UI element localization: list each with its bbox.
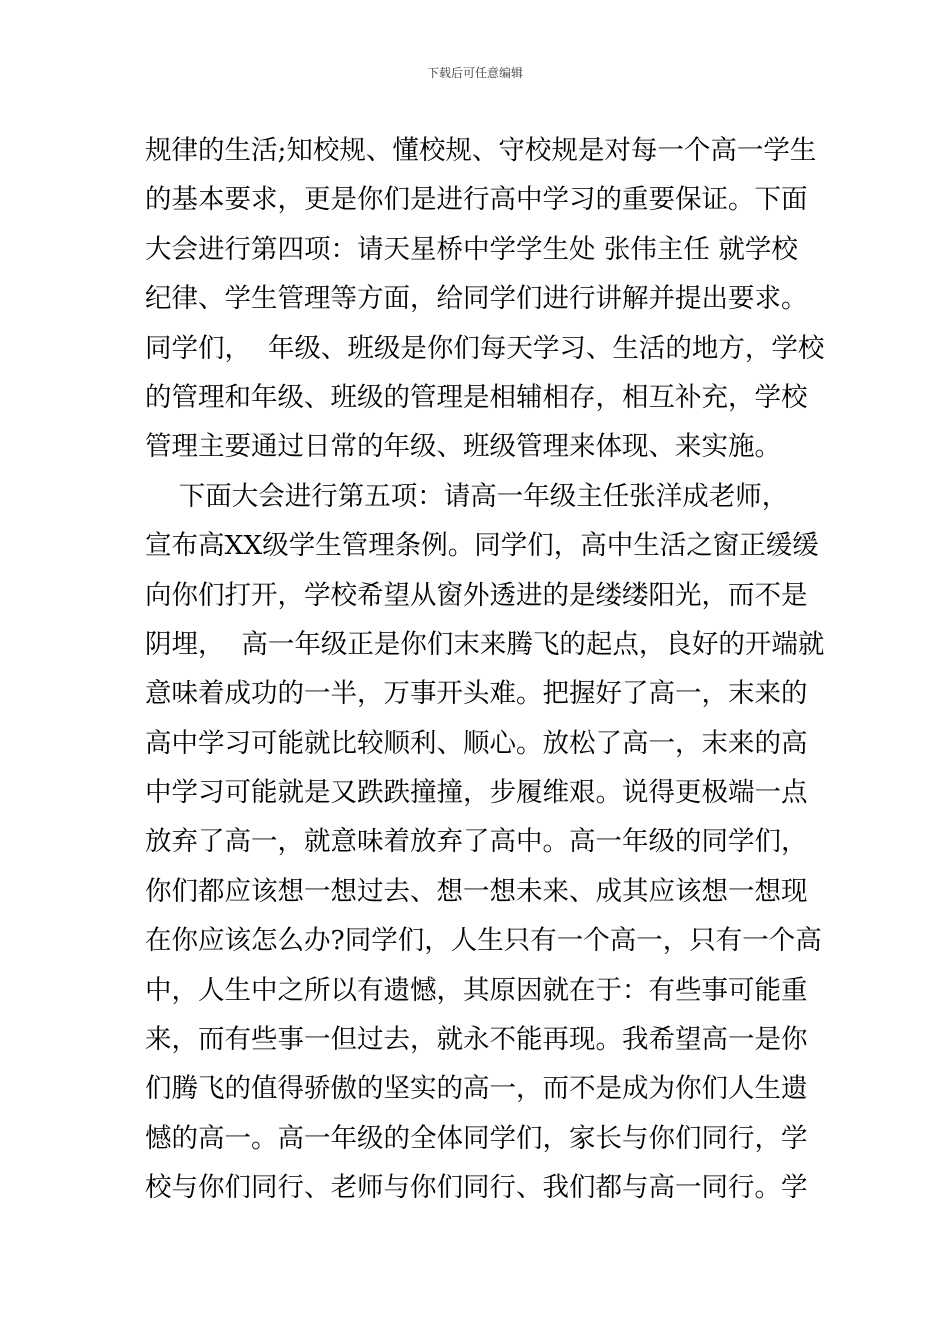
text-line: 来，而有些事一但过去，就永不能再现。我希望高一是你 bbox=[145, 1024, 808, 1056]
text-line: 你们都应该想一想过去、想一想未来、成其应该想一想现 bbox=[145, 875, 808, 907]
text-line: 们腾飞的值得骄傲的坚实的高一，而不是成为你们人生遗 bbox=[145, 1073, 808, 1105]
text-line: 意味着成功的一半，万事开头难。把握好了高一，末来的 bbox=[145, 678, 808, 710]
text-line: 下面大会进行第五项：请高一年级主任张洋成老师， bbox=[145, 480, 789, 512]
text-line: 校与你们同行、老师与你们同行、我们都与高一同行。学 bbox=[145, 1172, 808, 1204]
text-line: 中，人生中之所以有遗憾，其原因就在于：有些事可能重 bbox=[145, 974, 808, 1006]
text-line: 阴埋， 高一年级正是你们末来腾飞的起点，良好的开端就 bbox=[145, 628, 825, 660]
text-line: 向你们打开，学校希望从窗外透进的是缕缕阳光，而不是 bbox=[145, 579, 808, 611]
text-line: 的基本要求，更是你们是进行高中学习的重要保证。下面 bbox=[145, 184, 808, 216]
text-line: 纪律、学生管理等方面，给同学们进行讲解并提出要求。 bbox=[145, 283, 808, 315]
text-line: 宣布高XX级学生管理条例。同学们，高中生活之窗正缓缓 bbox=[145, 530, 819, 562]
text-line: 高中学习可能就比较顺利、顺心。放松了高一，末来的高 bbox=[145, 727, 808, 759]
text-line: 同学们， 年级、班级是你们每天学习、生活的地方，学校 bbox=[145, 332, 825, 364]
document-body bbox=[145, 126, 825, 1213]
text-line: 放弃了高一，就意味着放弃了高中。高一年级的同学们， bbox=[145, 826, 808, 858]
text-line: 规律的生活;知校规、懂校规、守校规是对每一个高一学生 bbox=[145, 135, 817, 166]
page-header-note: 下载后可任意编辑 bbox=[426, 66, 523, 80]
text-line: 大会进行第四项：请天星桥中学学生处 张伟主任 就学校 bbox=[145, 233, 798, 265]
text-line: 中学习可能就是又跌跌撞撞，步履维艰。说得更极端一点 bbox=[145, 777, 808, 809]
text-line: 管理主要通过日常的年级、班级管理来体现、来实施。 bbox=[145, 431, 781, 463]
text-line: 的管理和年级、班级的管理是相辅相存，相互补充，学校 bbox=[145, 381, 808, 413]
text-line: 憾的高一。高一年级的全体同学们，家长与你们同行，学 bbox=[145, 1122, 808, 1154]
text-line: 在你应该怎么办?同学们，人生只有一个高一，只有一个高 bbox=[145, 925, 822, 957]
